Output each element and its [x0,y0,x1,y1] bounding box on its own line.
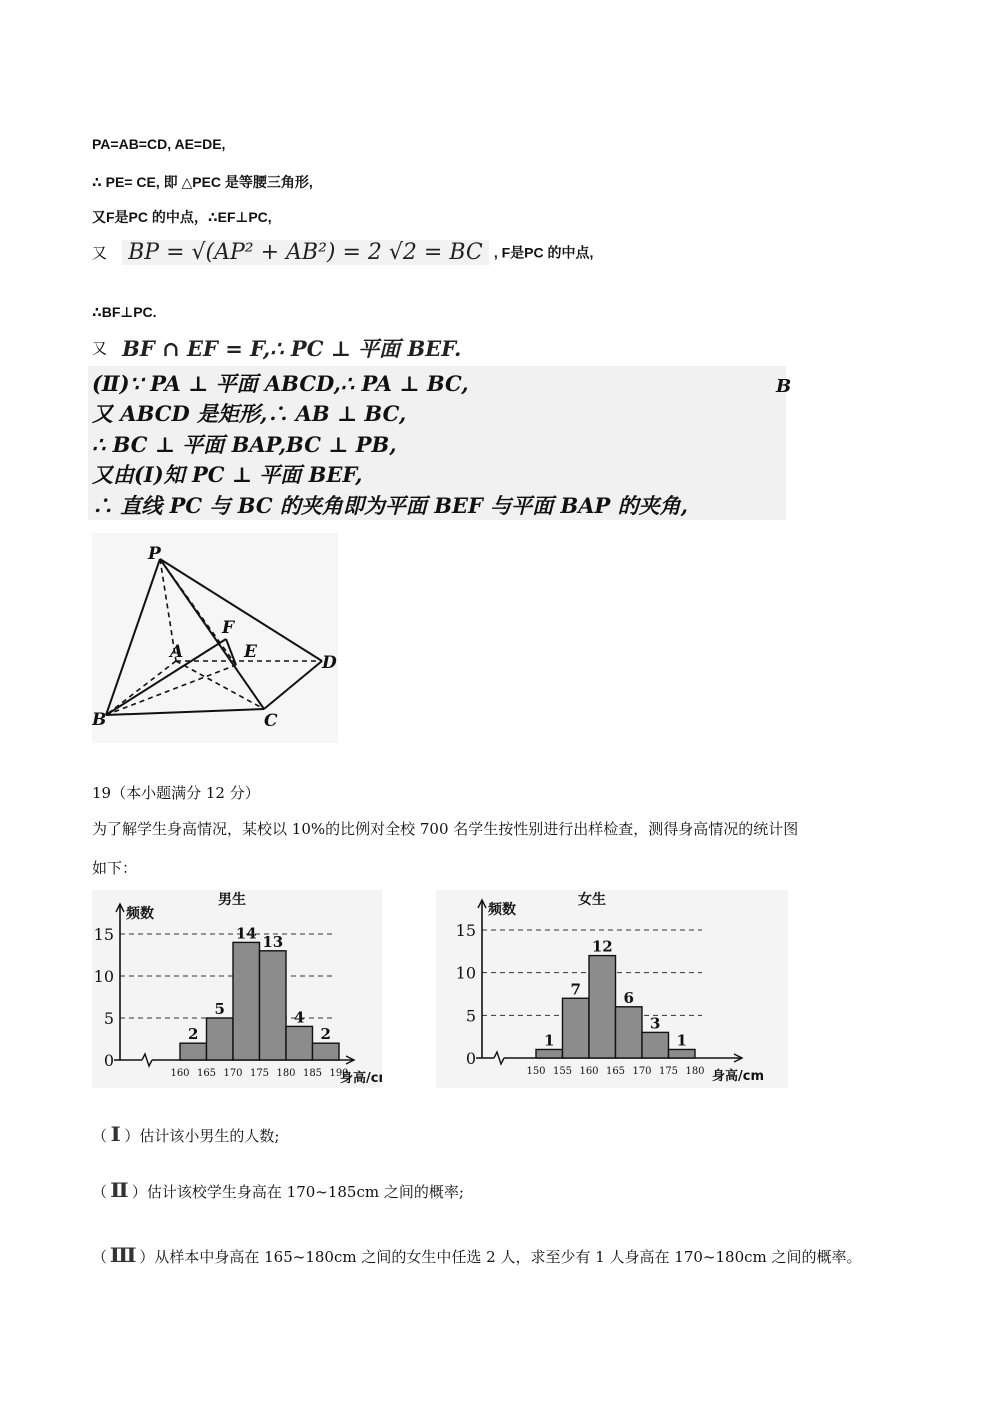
question-number: 19（本小题满分 12 分） [92,784,260,802]
girls-bar-label: 7 [570,980,581,999]
chart-girls-panel [436,890,788,1088]
label-c: C [264,711,278,731]
part2-line-5: ∴ 直线 PC 与 BC 的夹角即为平面 BEF 与平面 BAP 的夹角, [92,493,688,518]
boys-bar [207,1018,234,1060]
girls-bar [669,1049,696,1058]
proof-line-4-suffix: , F是PC 的中点, [493,244,594,261]
question-stem-1: 为了解学生身高情况，某校以 10%的比例对全校 700 名学生按性别进行出样检查，测得身高情况的统计图 [92,820,799,838]
boys-axis-break-icon [142,1054,152,1066]
boys-y-tick-label: 0 [103,1051,114,1070]
boys-y-tick-label: 15 [93,925,114,944]
label-d: D [322,653,337,673]
girls-y-label: 频数 [488,902,516,918]
girls-x-tick-label: 155 [552,1066,573,1077]
girls-y-tick-label: 5 [465,1006,476,1026]
boys-bar [260,951,287,1060]
boys-y-tick-label: 5 [103,1009,114,1028]
girls-bar-label: 1 [676,1031,687,1050]
girls-x-label: 身高/cm [712,1069,765,1084]
subquestion-1-open: （ [92,1127,108,1145]
question-stem-2: 如下： [92,859,138,877]
boys-bar [180,1043,207,1060]
part2-line-1: (Ⅱ)∵ PA ⊥ 平面 ABCD,∴ PA ⊥ BC, [92,371,469,396]
label-b: B [92,710,107,730]
girls-y-tick-label: 10 [455,963,476,983]
subquestion-3-open: （ [92,1248,108,1266]
subquestion-2-text: ）估计该校学生身高在 170~185cm 之间的概率; [131,1183,464,1201]
boys-bar-label: 13 [262,932,284,951]
proof-line-4-prefix: 又 [92,245,108,262]
girls-y-tick-label: 0 [465,1049,476,1068]
boys-x-tick-label: 180 [276,1068,296,1079]
boys-x-tick-label: 160 [170,1068,190,1079]
girls-bar [589,956,616,1058]
girls-x-tick-label: 165 [605,1066,626,1077]
girls-x-tick-label: 170 [632,1066,652,1077]
intersection-formula: BF ∩ EF = F,∴ PC ⊥ 平面 BEF. [122,336,462,361]
boys-bar-label: 5 [214,1000,225,1018]
proof-line-4 [92,240,593,272]
edge-pb [106,559,160,715]
roman-three-icon: Ⅲ [109,1243,137,1267]
pyramid-diagram [92,533,338,743]
girls-x-tick-label: 150 [526,1066,546,1077]
proof-line-3: 又F是PC 的中点，∴EF⊥PC, [92,209,272,225]
girls-x-tick-label: 160 [579,1066,599,1077]
girls-bar-label: 1 [544,1031,555,1050]
boys-bar-label: 14 [235,924,257,943]
girls-bar-label: 12 [591,937,613,956]
proof-line-2: ∴ PE= CE, 即 △PEC 是等腰三角形, [92,174,313,190]
label-e: E [244,642,257,662]
boys-bar-label: 4 [294,1008,305,1027]
chart-boys-panel [92,890,382,1088]
boys-y-label: 频数 [126,906,154,922]
boys-x-tick-label: 185 [302,1068,323,1079]
girls-title: 女生 [578,892,606,908]
subquestion-1 [92,1122,279,1146]
subquestion-3 [92,1243,862,1267]
girls-y-tick-label: 15 [455,921,476,940]
boys-bar-label: 2 [320,1025,331,1044]
proof-line-1: PA=AB=CD, AE=DE, [92,136,226,152]
boys-x-label: 身高/c [340,1071,379,1086]
girls-x-tick-label: 180 [685,1066,705,1077]
proof-line-5: ∴BF⊥PC. [92,304,157,320]
chart-girls [436,890,788,1088]
proof-line-6 [92,333,461,363]
boys-x-tick-label: 170 [223,1068,243,1079]
boys-bar-label: 2 [188,1025,199,1044]
part2-edge-letter: B [776,376,792,397]
label-p: P [148,544,161,564]
subquestion-2 [92,1178,464,1202]
roman-two-icon: Ⅱ [110,1178,129,1202]
chart-boys [92,890,382,1088]
edge-bf [106,639,226,715]
boys-title: 男生 [218,892,246,908]
edge-bc [106,709,264,715]
label-a: A [170,642,184,662]
girls-bar [642,1032,669,1058]
label-f: F [222,618,235,638]
girls-bar-label: 3 [650,1014,661,1033]
proof-line-6-prefix: 又 [92,340,108,358]
boys-bar [233,942,260,1060]
girls-axis-break-icon [494,1052,504,1064]
girls-x-tick-label: 175 [658,1066,679,1077]
edge-ab [106,661,176,715]
pyramid-figure [92,533,338,743]
boys-x-tick-label: 175 [249,1068,270,1079]
edge-ac [176,661,264,709]
boys-y-tick-label: 10 [93,967,114,986]
boys-bar [313,1043,340,1060]
girls-bar [616,1007,643,1058]
part2-line-4: 又由(Ⅰ)知 PC ⊥ 平面 BEF, [92,462,363,487]
boys-x-tick-label: 165 [196,1068,217,1079]
girls-bar-label: 6 [623,988,634,1007]
part2-line-2: 又 ABCD 是矩形,∴ AB ⊥ BC, [92,401,407,426]
roman-one-icon: Ⅰ [110,1122,121,1146]
subquestion-1-text: ）估计该小男生的人数; [124,1127,280,1145]
part2-line-3: ∴ BC ⊥ 平面 BAP,BC ⊥ PB, [92,432,397,457]
subquestion-3-text: ）从样本中身高在 165~180cm 之间的女生中任选 2 人，求至少有 1 人身高在 170~180cm 之间的概率。 [139,1248,862,1266]
girls-bar [536,1049,563,1058]
bp-formula: BP = √(AP² + AB²) = 2 √2 = BC [122,240,489,265]
subquestion-2-open: （ [92,1183,108,1201]
girls-bar [563,998,590,1058]
boys-x-tick-label: 190 [329,1068,349,1079]
edge-cd [264,661,322,709]
edge-pd [160,559,322,661]
edge-be [106,665,236,715]
boys-bar [286,1026,313,1060]
